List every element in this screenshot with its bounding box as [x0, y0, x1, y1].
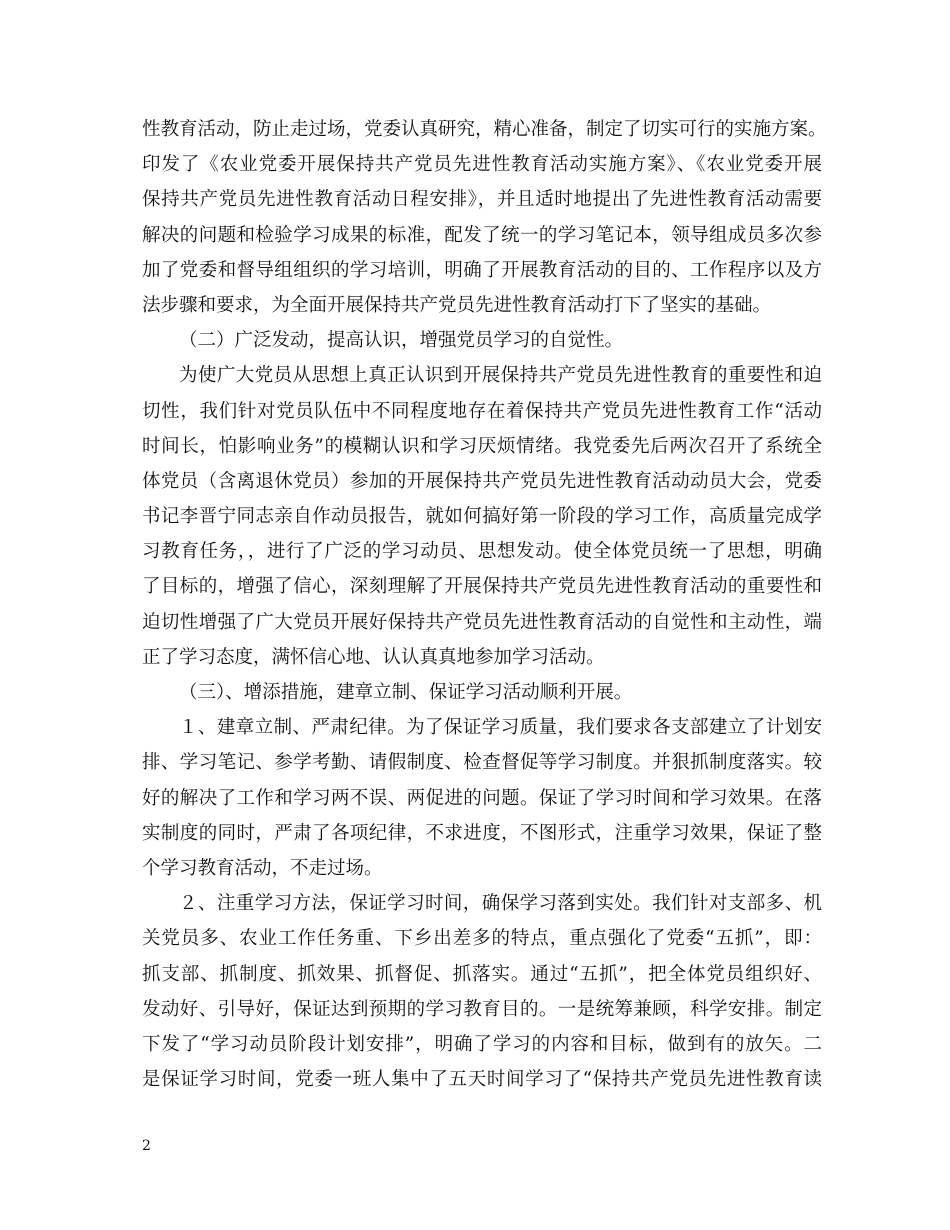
text-line: 实制度的同时，严肃了各项纪律，不求进度，不图形式，注重学习效果，保证了整 — [142, 822, 822, 844]
text-line: 书记李晋宁同志亲自作动员报告，就如何搞好第一阶段的学习工作，高质量完成学 — [142, 506, 822, 528]
text-line: 保持共产党员先进性教育活动日程安排》，并且适时地提出了先进性教育活动需要 — [142, 189, 822, 211]
page-number: 2 — [142, 1138, 151, 1154]
text-line: 为使广大党员从思想上真正认识到开展保持共产党员先进性教育的重要性和迫 — [179, 365, 822, 387]
text-line: 关党员多、农业工作任务重、下乡出差多的特点，重点强化了党委“五抓”，即： — [142, 928, 822, 950]
document-body — [142, 112, 827, 1097]
text-line: 印发了《农业党委开展保持共产党员先进性教育活动实施方案》、《农业党委开展 — [142, 154, 822, 176]
text-line: 正了学习态度，满怀信心地、认认真真地参加学习活动。 — [142, 646, 605, 668]
text-line: 是保证学习时间，党委一班人集中了五天时间学习了“保持共产党员先进性教育读 — [142, 1069, 822, 1091]
text-line: ２、注重学习方法，保证学习时间，确保学习落到实处。我们针对支部多、机 — [179, 893, 822, 915]
text-line: 切性，我们针对党员队伍中不同程度地存在着保持共产党员先进性教育工作“活动 — [142, 400, 822, 422]
text-line: 排、学习笔记、参学考勤、请假制度、检查督促等学习制度。并狠抓制度落实。较 — [142, 752, 822, 774]
text-line: 解决的问题和检验学习成果的标准，配发了统一的学习笔记本，领导组成员多次参 — [142, 224, 822, 246]
text-line: 好的解决了工作和学习两不误、两促进的问题。保证了学习时间和学习效果。在落 — [142, 787, 822, 809]
text-line: 抓支部、抓制度、抓效果、抓督促、抓落实。通过“五抓”，把全体党员组织好、 — [142, 963, 822, 985]
text-line: 习教育任务，，进行了广泛的学习动员、思想发动。使全体党员统一了思想，明确 — [142, 541, 822, 563]
text-line: 发动好、引导好，保证达到预期的学习教育目的。一是统筹兼顾，科学安排。制定 — [142, 998, 822, 1020]
text-line: 了目标的，增强了信心，深刻理解了开展保持共产党员先进性教育活动的重要性和 — [142, 576, 822, 598]
text-line: 迫切性增强了广大党员开展好保持共产党员先进性教育活动的自觉性和主动性，端 — [142, 611, 822, 633]
text-line: 时间长，怕影响业务”的模糊认识和学习厌烦情绪。我党委先后两次召开了系统全 — [142, 435, 822, 457]
text-line: 法步骤和要求，为全面开展保持共产党员先进性教育活动打下了坚实的基础。 — [142, 294, 772, 316]
text-line: 体党员（含离退休党员）参加的开展保持共产党员先进性教育活动动员大会，党委 — [142, 470, 822, 492]
text-line: 性教育活动，防止走过场，党委认真研究，精心准备，制定了切实可行的实施方案。 — [142, 119, 827, 140]
text-line: 加了党委和督导组组织的学习培训，明确了开展教育活动的目的、工作程序以及方 — [142, 259, 822, 281]
text-line: （二）广泛发动，提高认识，增强党员学习的自觉性。 — [179, 330, 624, 352]
text-line: （三）、增添措施，建章立制、保证学习活动顺利开展。 — [179, 682, 633, 703]
text-line: １、建章立制、严肃纪律。为了保证学习质量，我们要求各支部建立了计划安 — [179, 717, 822, 739]
text-line: 个学习教育活动，不走过场。 — [142, 857, 383, 879]
text-line: 下发了“学习动员阶段计划安排”，明确了学习的内容和目标，做到有的放矢。二 — [142, 1033, 822, 1055]
